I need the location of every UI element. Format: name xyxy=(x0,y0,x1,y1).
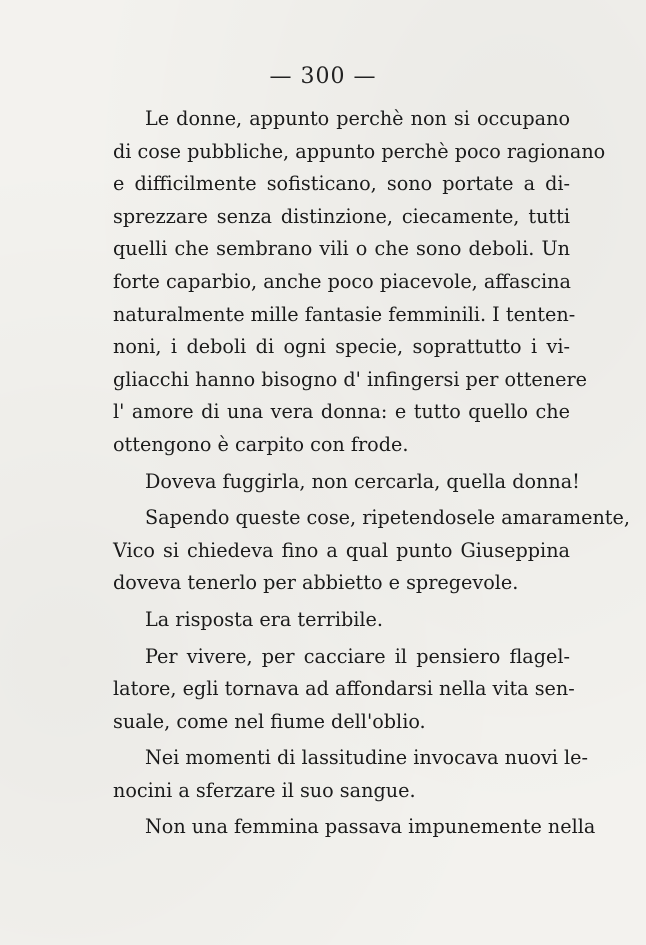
text-line: gliacchi hanno bisogno d' infingersi per ottenere xyxy=(113,367,588,391)
paragraph-3 xyxy=(113,502,630,600)
paragraph-5 xyxy=(113,641,575,739)
text-line: naturalmente mille fantasie femminili. I tenten- xyxy=(113,302,576,326)
text-line: Le donne, appunto perchè non si occupano xyxy=(145,107,570,130)
paragraph-6 xyxy=(113,742,588,807)
text-line: latore, egli tornava ad affondarsi nella vita sen- xyxy=(113,677,575,701)
text-line: forte caparbio, anche poco piacevole, affascina xyxy=(113,269,571,293)
text-line: La risposta era terribile. xyxy=(145,607,383,631)
body-text xyxy=(113,103,630,844)
text-line: quelli che sembrano vili o che sono deboli. Un xyxy=(113,237,570,261)
text-line: nocini a sferzare il suo sangue. xyxy=(113,778,416,802)
text-line: sprezzare senza distinzione, ciecamente, tutti xyxy=(113,204,570,228)
text-line: suale, come nel fiume dell'oblio. xyxy=(113,709,426,733)
paragraph-1 xyxy=(113,103,606,462)
text-line: doveva tenerlo per abbietto e spregevole. xyxy=(113,571,519,595)
paragraph-4 xyxy=(113,604,570,637)
text-line: Doveva fuggirla, non cercarla, quella donna! xyxy=(145,469,580,493)
text-line: Sapendo queste cose, ripetendosele amaramente, xyxy=(145,506,630,530)
text-line: Per vivere, per cacciare il pensiero flagel- xyxy=(145,644,570,668)
paragraph-2 xyxy=(113,466,580,499)
text-line: noni, i deboli di ogni specie, soprattutto i vi- xyxy=(113,335,570,359)
text-line: Vico si chiedeva fino a qual punto Giuseppina xyxy=(113,538,570,562)
page-number: — 300 — xyxy=(269,64,377,89)
text-line: di cose pubbliche, appunto perchè poco ragionano xyxy=(113,139,606,163)
text-line: ottengono è carpito con frode. xyxy=(113,432,409,456)
text-line: l' amore di una vera donna: e tutto quello che xyxy=(113,400,570,424)
text-line: Non una femmina passava impunemente nella xyxy=(145,815,596,839)
paragraph-7 xyxy=(113,811,596,844)
text-line: e difficilmente sofisticano, sono portate a di- xyxy=(113,172,570,196)
text-line: Nei momenti di lassitudine invocava nuovi le- xyxy=(145,746,588,770)
